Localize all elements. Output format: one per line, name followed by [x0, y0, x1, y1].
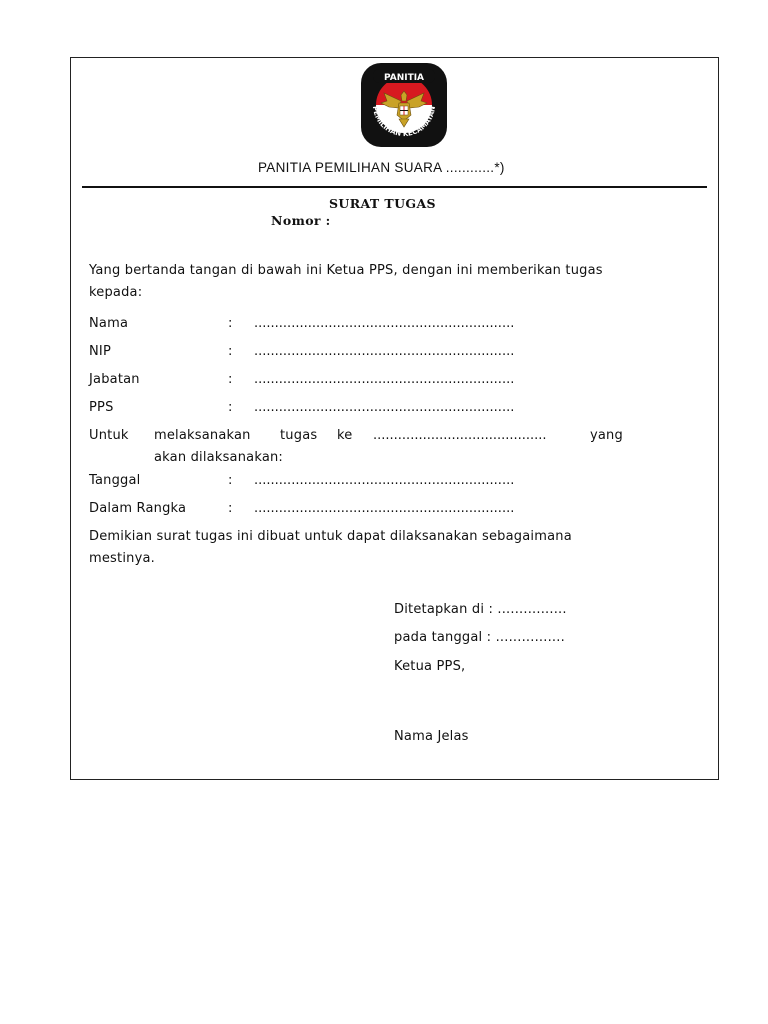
signature-place: Ditetapkan di : ................ [394, 602, 567, 617]
task-text-line2: akan dilaksanakan: [154, 450, 284, 465]
logo-top-text: PANITIA [383, 73, 425, 83]
field-colon: : [228, 316, 233, 331]
closing-text-line1: Demikian surat tugas ini dibuat untuk dapat dilaksanakan sebagaimana [89, 529, 572, 544]
field-blank-nama: ............................................................... [254, 316, 515, 331]
intro-text-line2: kepada: [89, 285, 143, 300]
field-colon: : [228, 473, 233, 488]
field-colon: : [228, 400, 233, 415]
task-word-melaksanakan: melaksanakan [154, 428, 251, 443]
task-blank: .......................................... [373, 428, 547, 443]
intro-text-line1: Yang bertanda tangan di bawah ini Ketua PPS, dengan ini memberikan tugas [89, 263, 603, 278]
field-blank-dalam-rangka: ............................................................... [254, 501, 515, 516]
header-divider [82, 186, 707, 188]
task-word-untuk: Untuk [89, 428, 129, 443]
signature-position: Ketua PPS, [394, 659, 466, 674]
field-colon: : [228, 344, 233, 359]
field-label-dalam-rangka: Dalam Rangka [89, 501, 187, 516]
task-word-ke: ke [337, 428, 353, 443]
field-label-tanggal: Tanggal [89, 473, 141, 488]
task-word-yang: yang [590, 428, 623, 443]
field-label-pps: PPS [89, 400, 114, 415]
signature-name: Nama Jelas [394, 729, 469, 744]
field-blank-tanggal: ............................................................... [254, 473, 515, 488]
signature-date: pada tanggal : ................ [394, 630, 565, 645]
field-blank-nip: ............................................................... [254, 344, 515, 359]
field-label-nama: Nama [89, 316, 129, 331]
field-blank-jabatan: ............................................................... [254, 372, 515, 387]
letter-title: SURAT TUGAS [329, 196, 436, 211]
org-title: PANITIA PEMILIHAN SUARA ............*) [258, 160, 505, 175]
field-colon: : [228, 372, 233, 387]
field-label-jabatan: Jabatan [89, 372, 140, 387]
field-label-nip: NIP [89, 344, 111, 359]
closing-text-line2: mestinya. [89, 551, 155, 566]
logo-bottom-text: PEMILIHAN KECAMATAN [370, 105, 438, 139]
letter-number-label: Nomor : [271, 213, 331, 228]
task-word-tugas: tugas [280, 428, 318, 443]
kpu-garuda-logo [359, 61, 449, 149]
field-blank-pps: ............................................................... [254, 400, 515, 415]
field-colon: : [228, 501, 233, 516]
